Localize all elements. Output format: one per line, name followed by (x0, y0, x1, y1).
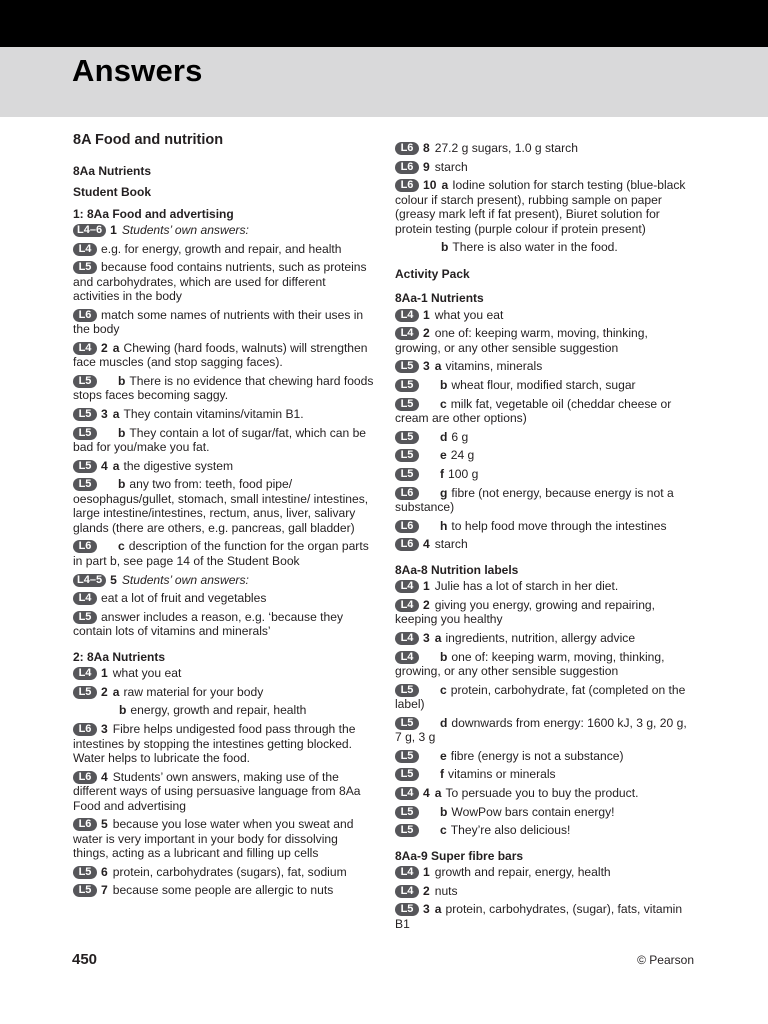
answer-item (73, 722, 375, 766)
answer-text: Chewing (hard foods, walnuts) will strengthen face muscles (and stop sagging faces). (73, 340, 368, 370)
student-book-heading: Student Book (73, 185, 151, 199)
question-heading: 8Aa-9 Super fibre bars (395, 848, 524, 863)
question-number: 1 (110, 223, 117, 237)
answer-item (395, 359, 695, 374)
question-number: 3 (423, 902, 430, 917)
answer-item (395, 240, 695, 255)
level-badge: L4 (395, 885, 419, 898)
level-badge: L5 (73, 686, 97, 699)
part-letter: c (118, 539, 125, 554)
answer-item (73, 539, 375, 568)
answer-item (395, 448, 695, 463)
answer-item (395, 579, 695, 594)
part-letter: f (440, 466, 445, 481)
level-badge: L5 (73, 460, 97, 473)
level-badge: L5 (395, 717, 419, 730)
answer-item (395, 430, 695, 445)
right-column (395, 141, 695, 935)
answer-item (73, 666, 375, 681)
answer-item (73, 770, 375, 814)
answer-text: wheat flour, modified starch, sugar (451, 378, 636, 393)
question-number: 5 (110, 572, 117, 587)
level-badge: L4 (395, 580, 419, 593)
answer-item (73, 260, 375, 304)
part-letter: a (112, 458, 120, 473)
answer-text: vitamins or minerals (448, 767, 556, 782)
level-badge: L6 (395, 487, 419, 500)
answer-text: because you lose water when you sweat and water is very important in your body for dissolving things, acting as a lubricant and filling up cells (73, 817, 354, 861)
answer-item (395, 141, 695, 156)
level-badge: L6 (395, 520, 419, 533)
answer-text: protein, carbohydrate, fat (completed on the label) (395, 682, 686, 712)
question-heading: 8Aa-1 Nutrients (395, 291, 484, 306)
copyright: © Pearson (637, 953, 694, 967)
answer-text: giving you energy, growing and repairing, keeping you healthy (395, 597, 656, 627)
answer-item (73, 341, 375, 370)
question-number: 2 (101, 684, 108, 699)
answer-item (395, 308, 695, 323)
level-badge: L5 (395, 431, 419, 444)
answer-item (395, 902, 695, 931)
answer-list (395, 579, 695, 837)
part-letter: e (440, 448, 447, 463)
question-number: 7 (101, 883, 108, 898)
answer-item (73, 883, 375, 898)
answer-text: one of: keeping warm, moving, thinking, growing, or any other sensible suggestion (395, 326, 648, 355)
answer-text: starch (434, 159, 468, 174)
level-badge: L6 (73, 723, 97, 736)
question-number: 3 (101, 407, 108, 422)
answer-item (395, 519, 695, 534)
level-badge: L5 (395, 824, 419, 837)
answer-item (395, 683, 695, 712)
part-letter: d (440, 715, 448, 730)
answer-item (395, 823, 695, 838)
answer-text: raw material for your body (123, 684, 264, 699)
question-number: 2 (101, 340, 108, 355)
answer-item (395, 650, 695, 679)
level-badge: L6 (73, 309, 97, 322)
answer-text: protein, carbohydrates, (sugar), fats, vitamin B1 (395, 902, 683, 931)
part-letter: a (441, 178, 449, 193)
answer-text: vitamins, minerals (445, 359, 543, 374)
question-number: 10 (423, 178, 437, 193)
question-heading: 2: 8Aa Nutrients (73, 649, 166, 664)
top-black-bar (0, 0, 768, 47)
level-badge: L4 (73, 243, 97, 256)
answer-item (395, 467, 695, 482)
part-letter: a (434, 630, 442, 645)
level-badge: L6 (395, 161, 419, 174)
answer-list (395, 308, 695, 552)
level-badge: L4 (395, 787, 419, 800)
answer-text: Julie has a lot of starch in her diet. (434, 579, 619, 594)
answer-list (395, 141, 695, 255)
level-badge: L5 (395, 806, 419, 819)
question-number: 1 (423, 865, 430, 880)
level-badge: L4 (73, 342, 97, 355)
question-number: 4 (423, 537, 430, 552)
answer-text: description of the function for the organ parts in part b, see page 14 of the Student Book (73, 539, 369, 568)
answer-text: protein, carbohydrates (sugars), fat, sodium (112, 864, 347, 879)
answer-text: They’re also delicious! (450, 823, 571, 838)
answer-text: eat a lot of fruit and vegetables (101, 591, 267, 606)
part-letter: a (434, 902, 442, 917)
level-badge: L4–5 (73, 574, 106, 587)
answer-item (395, 178, 695, 236)
answer-text: Students’ own answers, making use of the different ways of using persuasive language from 8Aa Food and advertising (73, 769, 361, 813)
answer-item (395, 397, 695, 426)
answer-list (395, 865, 695, 931)
part-letter: b (441, 240, 449, 255)
answer-text: because some people are allergic to nuts (112, 883, 334, 898)
answer-text: answer includes a reason, e.g. ‘because they contain lots of vitamins and minerals’ (73, 609, 344, 639)
answer-item (395, 160, 695, 175)
level-badge: L4 (395, 327, 419, 340)
level-badge: L4 (395, 866, 419, 879)
question-number: 1 (101, 666, 108, 681)
level-badge: L5 (395, 468, 419, 481)
answer-text: 24 g (450, 448, 475, 463)
question-number: 2 (423, 597, 430, 612)
answer-text: starch (434, 537, 468, 552)
part-letter: a (434, 785, 442, 800)
answer-item (395, 631, 695, 646)
answer-item (73, 308, 375, 337)
level-badge: L4 (395, 632, 419, 645)
question-number: 3 (423, 630, 430, 645)
question-number: 9 (423, 159, 430, 174)
answer-list (73, 666, 375, 898)
answer-item (73, 426, 375, 455)
part-letter: a (112, 684, 120, 699)
answer-text: 100 g (448, 466, 479, 481)
answer-item (395, 598, 695, 627)
level-badge: L5 (395, 768, 419, 781)
answer-item (395, 378, 695, 393)
answer-text: They contain a lot of sugar/fat, which can be bad for you/make you fat. (73, 425, 367, 455)
level-badge: L5 (395, 449, 419, 462)
level-badge: L6 (73, 818, 97, 831)
level-badge: L6 (395, 179, 419, 192)
level-badge: L5 (395, 903, 419, 916)
level-badge: L5 (395, 360, 419, 373)
answer-item (395, 716, 695, 745)
level-badge: L5 (73, 427, 97, 440)
question-number: 3 (101, 722, 108, 736)
level-badge: L4 (395, 651, 419, 664)
part-letter: a (112, 407, 120, 422)
part-letter: f (440, 767, 445, 782)
level-badge: L5 (395, 684, 419, 697)
level-badge: L5 (73, 408, 97, 421)
part-letter: b (118, 477, 126, 492)
left-column (73, 128, 375, 902)
part-letter: d (440, 429, 448, 444)
answer-text: They contain vitamins/vitamin B1. (123, 407, 304, 422)
section-title: 8A Food and nutrition (73, 132, 224, 148)
answer-item (73, 685, 375, 700)
answer-item (73, 817, 375, 861)
question-number: 4 (101, 458, 108, 473)
level-badge: L4 (73, 667, 97, 680)
question-number: 8 (423, 141, 430, 155)
level-badge: L6 (73, 540, 97, 553)
answer-item (73, 477, 375, 535)
part-letter: c (440, 823, 447, 838)
answer-text: fibre (not energy, because energy is not a substance) (395, 485, 674, 515)
subsection-title: 8Aa Nutrients (73, 163, 152, 178)
answer-item (73, 703, 375, 718)
part-letter: h (440, 518, 448, 533)
page-header (0, 47, 768, 117)
answer-text: any two from: teeth, food pipe/ oesophagus/gullet, stomach, small intestine/ intestines, large intestine/intestines, rectum, anus, liver, salivary glands (there are others, e.g. pancreas, gall bladder) (73, 477, 369, 535)
level-badge: L6 (395, 142, 419, 155)
answer-item (73, 865, 375, 880)
part-letter: c (440, 682, 447, 697)
answer-item (395, 749, 695, 764)
answer-item (395, 865, 695, 880)
answer-text: what you eat (434, 307, 504, 322)
part-letter: b (118, 425, 126, 440)
answer-text: 6 g (451, 429, 469, 444)
question-number: 3 (423, 359, 430, 374)
activity-pack-heading: Activity Pack (395, 266, 470, 281)
answer-item (395, 786, 695, 801)
part-letter: b (440, 378, 448, 393)
question-number: 4 (101, 769, 108, 784)
answer-item (395, 767, 695, 782)
level-badge: L5 (73, 866, 97, 879)
answer-text: because food contains nutrients, such as proteins and carbohydrates, which are used for different activities in the body (73, 260, 367, 304)
level-badge: L5 (395, 398, 419, 411)
page-title: Answers (72, 53, 203, 88)
part-letter: g (440, 485, 448, 500)
level-badge: L4 (395, 309, 419, 322)
level-badge: L6 (73, 771, 97, 784)
question-number: 1 (423, 579, 430, 594)
part-letter: c (440, 396, 447, 411)
level-badge: L4 (73, 592, 97, 605)
level-badge: L5 (73, 611, 97, 624)
part-letter: b (440, 804, 448, 819)
answer-item (395, 805, 695, 820)
answer-item (395, 486, 695, 515)
answer-text: To persuade you to buy the product. (445, 785, 639, 800)
answer-item (73, 242, 375, 257)
answer-text: to help food move through the intestines (451, 518, 667, 533)
level-badge: L5 (395, 379, 419, 392)
level-badge: L5 (73, 261, 97, 274)
part-letter: a (434, 359, 442, 374)
level-badge: L4–6 (73, 224, 106, 237)
question-number: 1 (423, 307, 430, 322)
question-heading: 8Aa-8 Nutrition labels (395, 562, 519, 577)
question-number: 5 (101, 817, 108, 832)
level-badge: L6 (395, 538, 419, 551)
answer-item (73, 573, 375, 588)
part-letter: b (119, 703, 127, 718)
answer-text: Students’ own answers: (121, 223, 249, 237)
answer-text: nuts (434, 883, 458, 898)
question-number: 6 (101, 864, 108, 879)
answer-text: milk fat, vegetable oil (cheddar cheese or cream are other options) (395, 396, 672, 426)
question-number: 4 (423, 785, 430, 800)
answer-item (73, 459, 375, 474)
answer-text: one of: keeping warm, moving, thinking, growing, or any other sensible suggestion (395, 649, 665, 678)
answer-text: 27.2 g sugars, 1.0 g starch (434, 141, 578, 155)
answer-text: energy, growth and repair, health (130, 703, 307, 718)
level-badge: L5 (73, 884, 97, 897)
answer-item (73, 374, 375, 403)
answer-text: Iodine solution for starch testing (blue-black colour if starch present), rubbing sample on paper (greasy mark left if fat present), Biuret solution for protein testing (purple colour if protein present) (395, 178, 686, 236)
answer-text: There is no evidence that chewing hard foods stops faces becoming saggy. (73, 373, 374, 403)
part-letter: b (118, 373, 126, 388)
answer-item (73, 591, 375, 606)
answer-list (73, 223, 375, 639)
answer-text: the digestive system (123, 458, 234, 473)
answer-text: what you eat (112, 666, 182, 681)
answer-text: growth and repair, energy, health (434, 865, 611, 880)
answer-item (73, 407, 375, 422)
answer-text: downwards from energy: 1600 kJ, 3 g, 20 g, 7 g, 3 g (395, 715, 687, 745)
answer-item (395, 884, 695, 899)
page-number: 450 (72, 951, 98, 968)
answer-text: match some names of nutrients with their uses in the body (73, 307, 364, 337)
level-badge: L4 (395, 599, 419, 612)
answer-text: fibre (energy is not a substance) (450, 748, 624, 763)
answer-text: WowPow bars contain energy! (451, 804, 615, 819)
level-badge: L5 (73, 375, 97, 388)
level-badge: L5 (395, 750, 419, 763)
answer-item (73, 610, 375, 639)
answer-text: e.g. for energy, growth and repair, and health (101, 241, 342, 256)
question-number: 2 (423, 883, 430, 898)
answer-text: Students’ own answers: (121, 572, 249, 587)
part-letter: b (440, 649, 448, 664)
answer-text: There is also water in the food. (452, 240, 618, 255)
answer-item (395, 537, 695, 552)
level-badge: L5 (73, 478, 97, 491)
answer-item (73, 223, 375, 238)
part-letter: e (440, 748, 447, 763)
answer-item (395, 326, 695, 355)
answer-text: Fibre helps undigested food pass through the intestines by stopping the intestines getting blocked. Water helps to lubricate the food. (73, 722, 356, 765)
answer-text: ingredients, nutrition, allergy advice (445, 630, 636, 645)
question-heading: 1: 8Aa Food and advertising (73, 206, 234, 221)
part-letter: a (112, 340, 120, 355)
question-number: 2 (423, 326, 430, 341)
